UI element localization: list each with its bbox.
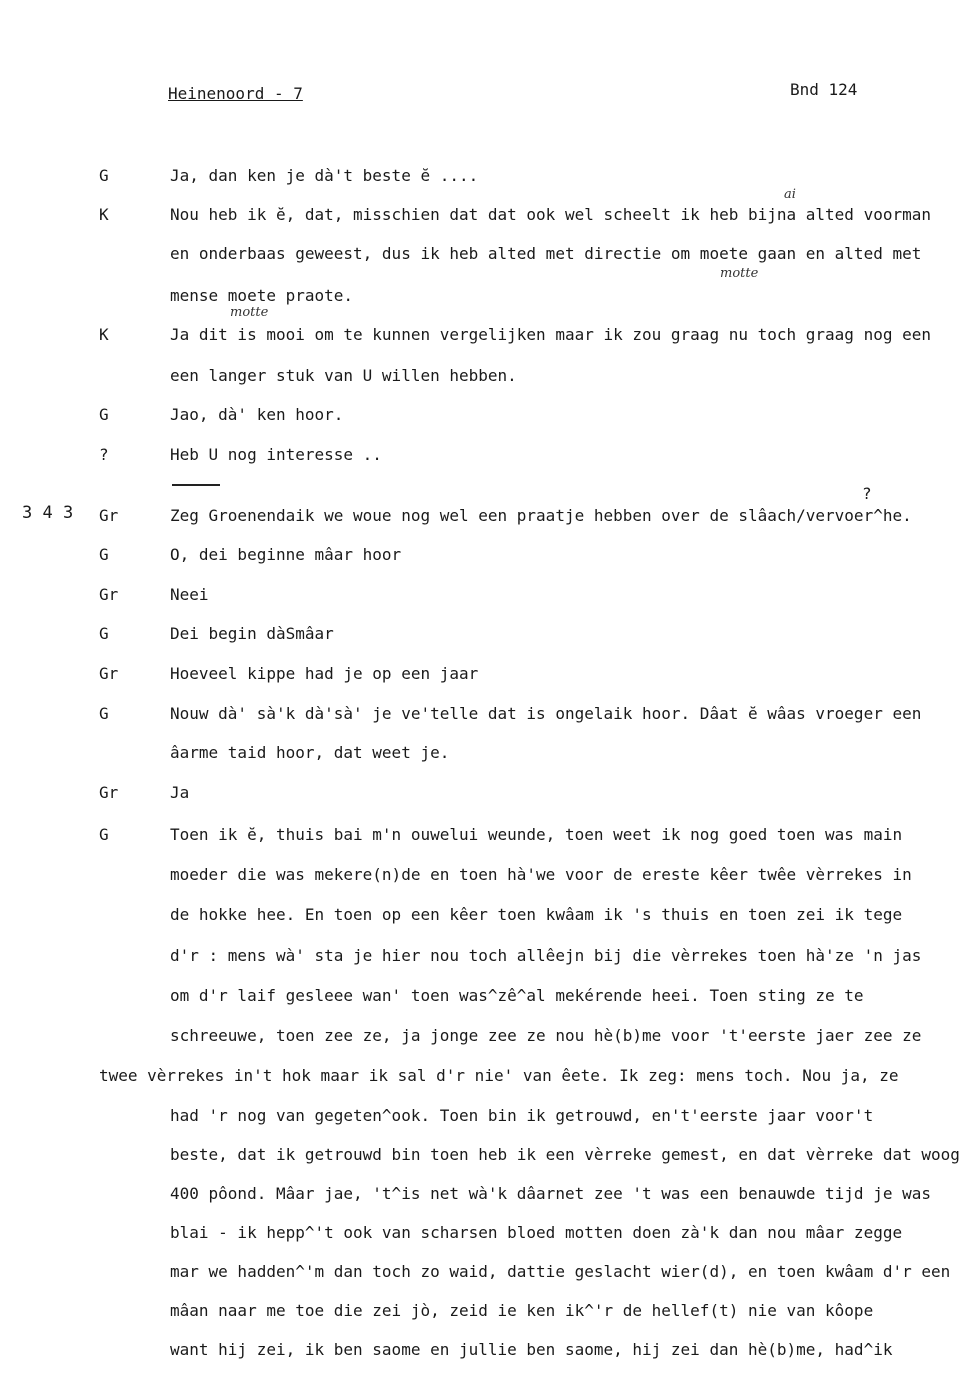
- transcript-line: âarme taid hoor, dat weet je.: [170, 743, 450, 762]
- transcript-line: blai - ik hepp^'t ook van scharsen bloed motten doen zà'k dan nou mâar zegge: [170, 1223, 903, 1242]
- transcript-line: Ja, dan ken je dà't beste ĕ ....: [170, 166, 479, 185]
- transcript-line: moeder die was mekere(n)de en toen hà'we voor de ereste kêer twêe vèrrekes in: [170, 865, 912, 884]
- margin-counter: 3 4 3: [22, 503, 74, 523]
- speaker-label: G: [99, 166, 109, 185]
- transcript-line: mar we hadden^'m dan toch zo waid, dattie geslacht wier(d), en toen kwâam d'r een: [170, 1262, 951, 1281]
- transcript-line: beste, dat ik getrouwd bin toen heb ik een vèrreke gemest, en dat vèrreke dat woog: [170, 1145, 960, 1164]
- handwritten-motte: motte: [720, 266, 759, 281]
- transcript-line: had 'r nog van gegeten^ook. Toen bin ik getrouwd, en't'eerste jaar voor't: [170, 1106, 874, 1125]
- transcript-line: mense moete praote.: [170, 286, 354, 305]
- speaker-label: Gr: [99, 506, 119, 525]
- speaker-label: K: [99, 205, 109, 224]
- transcript-line: want hij zei, ik ben saome en jullie ben saome, hij zei dan hè(b)me, had^ik: [170, 1340, 893, 1359]
- transcript-line: Jao, dà' ken hoor.: [170, 405, 344, 424]
- speaker-label: G: [99, 825, 109, 844]
- transcript-line: d'r : mens wà' sta je hier nou toch allêejn bij die vèrrekes toen hà'ze 'n jas: [170, 946, 922, 965]
- section-divider: [172, 484, 220, 486]
- transcript-line: en onderbaas geweest, dus ik heb alted met directie om moete gaan en alted met: [170, 244, 922, 263]
- speaker-label: G: [99, 545, 109, 564]
- transcript-line: Ja dit is mooi om te kunnen vergelijken maar ik zou graag nu toch graag nog een: [170, 325, 931, 344]
- question-mark: ?: [862, 484, 872, 503]
- transcript-line: Heb U nog interesse ..: [170, 445, 382, 464]
- transcript-line: Ja: [170, 783, 190, 802]
- transcript-line: Hoeveel kippe had je op een jaar: [170, 664, 479, 683]
- transcript-line: schreeuwe, toen zee ze, ja jonge zee ze nou hè(b)me voor 't'eerste jaer zee ze: [170, 1026, 922, 1045]
- speaker-label: Gr: [99, 783, 119, 802]
- transcript-line: mâan naar me toe die zei jò, zeid ie ken ik^'r de hellef(t) nie van kôope: [170, 1301, 874, 1320]
- page-title: Heinenoord - 7: [168, 84, 303, 103]
- transcript-line: Nouw dà' sà'k dà'sà' je ve'telle dat is ongelaik hoor. Dâat ĕ wâas vroeger een: [170, 704, 922, 723]
- transcript-line: Neei: [170, 585, 209, 604]
- speaker-label: K: [99, 325, 109, 344]
- speaker-label: Gr: [99, 585, 119, 604]
- transcript-line: om d'r laif gesleee wan' toen was^zê^al mekérende heei. Toen sting ze te: [170, 986, 864, 1005]
- transcript-line: een langer stuk van U willen hebben.: [170, 366, 517, 385]
- transcript-line: 400 pôond. Mâar jae, 't^is net wà'k dâarnet zee 't was een benauwde tijd je was: [170, 1184, 931, 1203]
- transcript-line: Zeg Groenendaik we woue nog wel een praatje hebben over de slâach/vervoer^he.: [170, 506, 912, 525]
- transcript-line: O, dei beginne mâar hoor: [170, 545, 402, 564]
- transcript-line: de hokke hee. En toen op een kêer toen kwâam ik 's thuis en toen zei ik tege: [170, 905, 903, 924]
- transcript-line: twee vèrrekes in't hok maar ik sal d'r nie' van êete. Ik zeg: mens toch. Nou ja, ze: [99, 1066, 899, 1085]
- speaker-label: G: [99, 405, 109, 424]
- transcript-line: Nou heb ik ĕ, dat, misschien dat dat ook wel scheelt ik heb bijna alted voorman: [170, 205, 931, 224]
- speaker-label: Gr: [99, 664, 119, 683]
- speaker-label: G: [99, 624, 109, 643]
- handwritten-ai: ai: [784, 187, 796, 202]
- transcript-line: Dei begin dàSmâar: [170, 624, 334, 643]
- transcript-line: Toen ik ĕ, thuis bai m'n ouwelui weunde, toen weet ik nog goed toen was main: [170, 825, 903, 844]
- band-number: Bnd 124: [790, 80, 858, 99]
- speaker-label: ?: [99, 445, 109, 464]
- handwritten-motte: motte: [230, 305, 269, 320]
- speaker-label: G: [99, 704, 109, 723]
